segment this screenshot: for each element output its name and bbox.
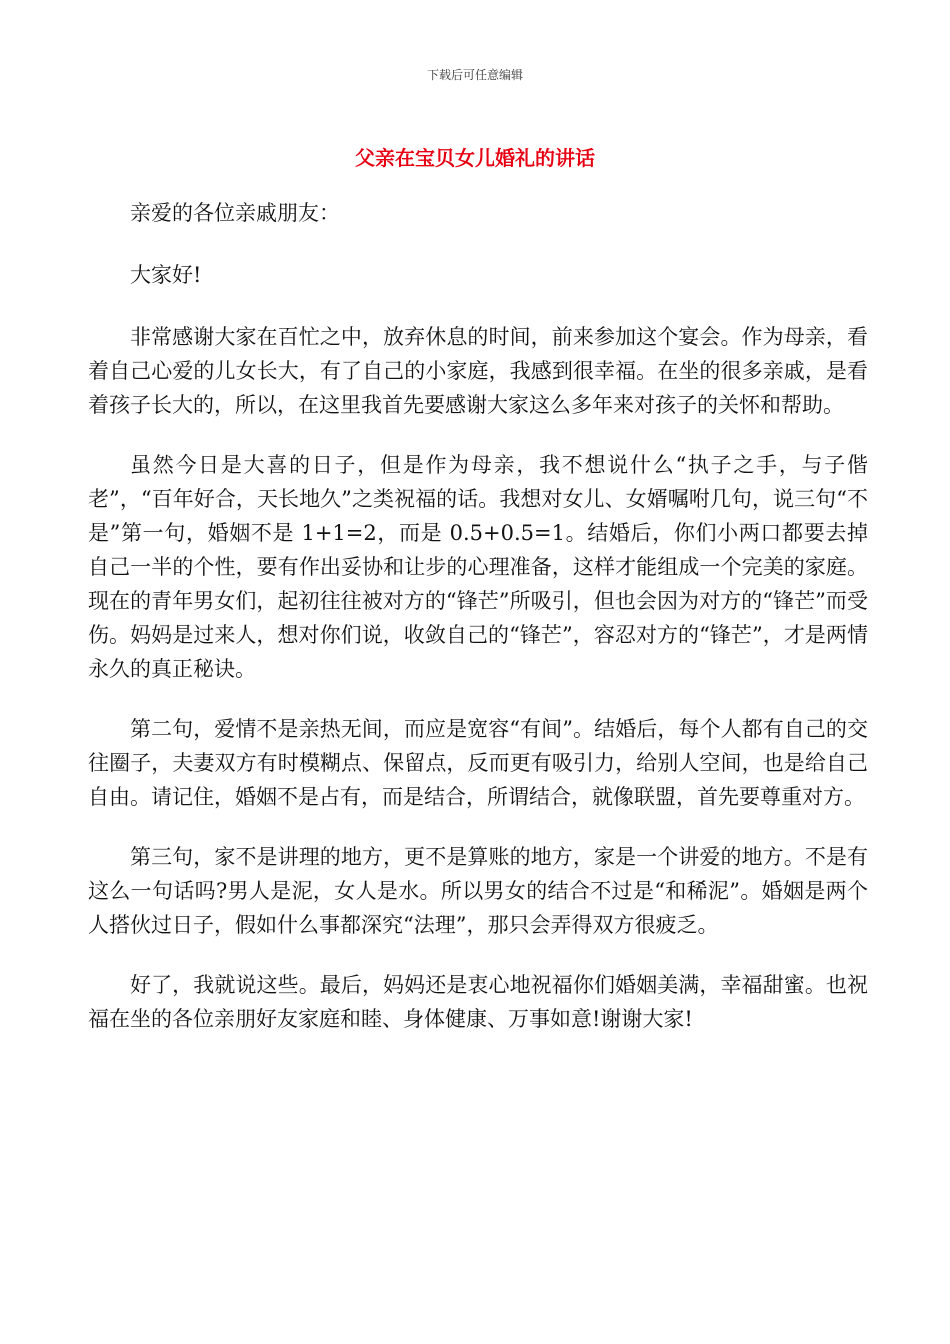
paragraph-third-advice: 第三句，家不是讲理的地方，更不是算账的地方，家是一个讲爱的地方。不是有这么一句话吗?男人是泥，女人是水。所以男女的结合不过是“和稀泥”。婚姻是两个人搭伙过日子，假如什么事都深究“法理”，那只会弄得双方很疲乏。 xyxy=(88,845,868,937)
paragraph-first-advice: 虽然今日是大喜的日子，但是作为母亲，我不想说什么“执子之手，与子偕老”，“百年好合，天长地久”之类祝福的话。我想对女儿、女婿嘱咐几句，说三句“不是”第一句，婚姻不是 1+1=2，而是 0.5+0.5=1。结婚后，你们小两口都要去掉自己一半的个性，要有作出妥协和让步的心理准备，这样才能组成一个完美的家庭。现在的青年男女们，起初往往被对方的“锋芒”所吸引，但也会因为对方的“锋芒”而受伤。妈妈是过来人，想对你们说，收敛自己的“锋芒”，容忍对方的“锋芒”，才是两情永久的真正秘诀。 xyxy=(88,453,868,681)
paragraph-thanks: 非常感谢大家在百忙之中，放弃休息的时间，前来参加这个宴会。作为母亲，看着自己心爱的儿女长大，有了自己的小家庭，我感到很幸福。在坐的很多亲戚，是看着孩子长大的，所以，在这里我首先要感谢大家这么多年来对孩子的关怀和帮助。 xyxy=(88,325,868,417)
header-note: 下载后可任意编辑 xyxy=(426,68,523,82)
greeting: 大家好! xyxy=(130,263,202,287)
document-body xyxy=(88,196,868,1062)
salutation: 亲爱的各位亲戚朋友： xyxy=(130,201,340,225)
paragraph-second-advice: 第二句，爱情不是亲热无间，而应是宽容“有间”。结婚后，每个人都有自己的交往圈子，夫妻双方有时模糊点、保留点，反而更有吸引力，给别人空间，也是给自己自由。请记住，婚姻不是占有，而是结合，所谓结合，就像联盟，首先要尊重对方。 xyxy=(88,717,868,809)
document-title: 父亲在宝贝女儿婚礼的讲话 xyxy=(355,146,595,170)
paragraph-closing: 好了，我就说这些。最后，妈妈还是衷心地祝福你们婚姻美满，幸福甜蜜。也祝福在坐的各位亲朋好友家庭和睦、身体健康、万事如意!谢谢大家! xyxy=(88,973,868,1031)
